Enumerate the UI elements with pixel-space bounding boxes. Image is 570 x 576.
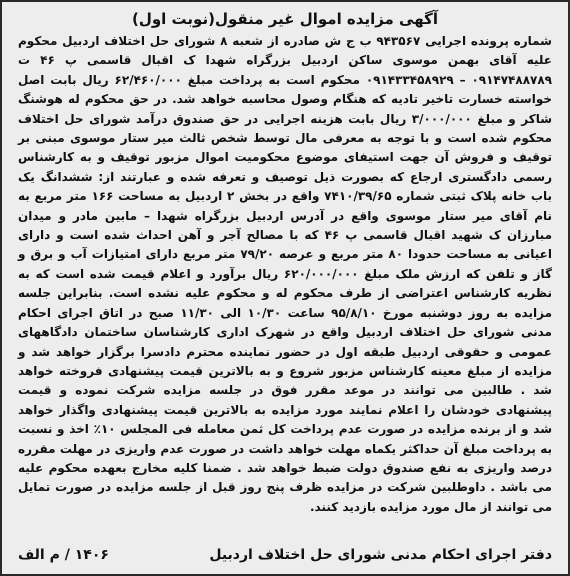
notice-footer xyxy=(18,544,552,566)
issuing-office: دفتر اجرای احکام مدنی شورای حل اختلاف اردبیل xyxy=(209,547,552,563)
notice-code: ۱۴۰۶ / م الف xyxy=(18,547,109,563)
notice-body: شماره پرونده اجرایی ۹۴۳۵۶۷ ب ج ش صادره از شعبه ۸ شورای حل اختلاف اردبیل محکوم علیه آقای بهمن موسوی ساکن اردبیل بزرگراه شهدا ک اقبال قاسمی پ ۴۶ ت ۰۹۱۴۷۴۸۸۷۸۹ – ۰۹۱۴۳۳۴۵۸۹۲۹ محکوم است به پرداخت مبلغ ۶۲/۴۶۰/۰۰۰ ریال بابت اصل خواسته خسارت تاخیر تادیه که هنگام وصول محاسبه خواهد شد. در حق محکوم له هوشنگ شاکر و مبلغ ۳/۰۰۰/۰۰۰ ریال بابت هزینه اجرایی در حق صندوق درآمد شورای حل اختلاف محکوم شده است و با توجه به معرفی مال توسط شخص ثالث میر ستار موسوی مبنی بر توقیف و فروش آن جهت استیفای موضوع محکومیت اموال مزبور توقیف و به کارشناس رسمی دادگستری ارجاع که بصورت ذیل توصیف و تعرفه شده و عبارتند از: ششدانگ یک باب خانه پلاک ثبتی شماره ۷۴۱۰/۳۹/۶۵ واقع در بخش ۲ اردبیل به مساحت ۱۶۶ متر مربع به نام آقای میر ستار موسوی واقع در آدرس اردبیل بزرگراه شهدا – مابین مادر و میدان مبارزان ک شهید اقبال قاسمی پ ۴۶ که با مصالح آجر و آهن احداث شده است و دارای اعیانی به مساحت حدودا ۸۰ متر مربع و عرصه ۷۹/۲۰ متر مربع دارای امتیازات آب و برق و گاز و تلفن که ارزش ملک مبلغ ۶۲۰/۰۰۰/۰۰۰ ریال برآورد و اعلام قیمت شده است که به نظریه کارشناس اعتراضی از طرف محکوم له و محکوم علیه نشده است. بنابراین جلسه مزایده به روز دوشنبه مورخ ۹۵/۸/۱۰ ساعت ۱۰/۳۰ الی ۱۱/۳۰ صبح در اتاق اجرای احکام مدنی شورای حل اختلاف اردبیل واقع در شهرک اداری کارشناسان ساختمان دادگاههای عمومی و حقوقی اردبیل طبقه اول در حضور نماینده محترم دادسرا برگزار خواهد شد و مزایده از مبلغ معینه کارشناس مزبور شروع و به بالاترین قیمت پیشنهادی فروخته خواهد شد . طالبین می توانند در موعد مقرر فوق در جلسه مزایده شرکت نموده و قیمت پیشنهادی خودشان را اعلام نمایند مورد مزایده به بالاترین قیمت پیشنهادی واگذار خواهد شد و از برنده مزایده در صورت عدم پرداخت کل ثمن معامله فی المجلس ۱۰٪ اخذ و نسبت به پرداخت مبلغ آن حداکثر یکماه مهلت خواهد داشت در صورت عدم واریزی در مهلت مقرره درصد واریزی به نفع صندوق دولت ضبط خواهد شد . ضمنا کلیه مخارج بعهده محکوم علیه می باشد . داوطلبین شرکت در مزایده ظرف پنج روز قبل از جلسه مزایده در صورت تمایل می توانند از مال مورد مزایده بازدید کنند. xyxy=(18,34,553,514)
notice-title: آگهی مزایده اموال غیر منقول(نوبت اول) xyxy=(131,10,439,28)
